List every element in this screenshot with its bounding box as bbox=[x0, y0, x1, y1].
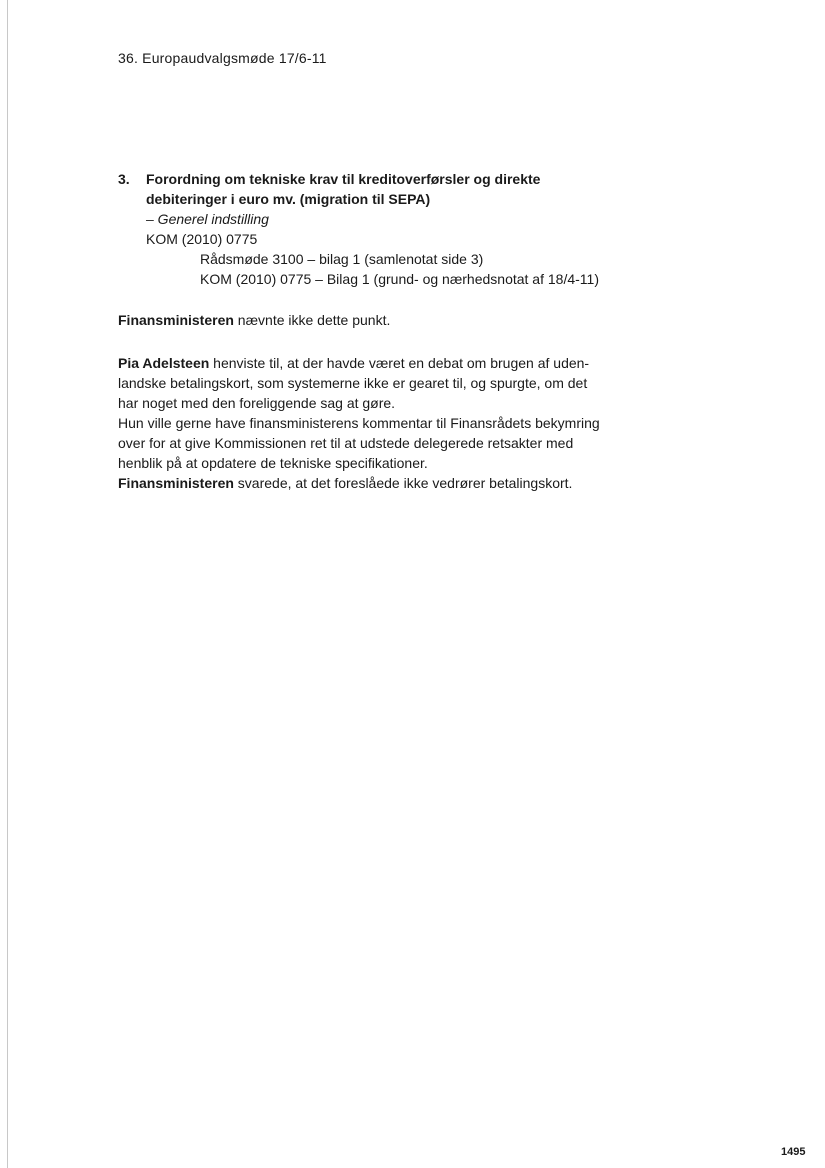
paragraph-line: landske betalingskort, som systemerne ikke er gearet til, og spurgte, om det bbox=[118, 375, 588, 391]
paragraph-line bbox=[118, 353, 628, 373]
paragraph-line: henblik på at opdatere de tekniske specifikationer. bbox=[118, 455, 428, 471]
paragraph-line bbox=[118, 473, 628, 493]
paragraph-text: nævnte ikke dette punkt. bbox=[233, 312, 391, 328]
speaker-name: Pia Adelsteen bbox=[118, 355, 210, 371]
agenda-reference-2: KOM (2010) 0775 – Bilag 1 (grund- og nærhedsnotat af 18/4-11) bbox=[200, 271, 599, 287]
paragraph-line: over for at give Kommissionen ret til at udstede delegerede retsakter med bbox=[118, 435, 574, 451]
paragraph-text: henviste til, at der havde været en debat om brugen af uden- bbox=[209, 355, 590, 371]
page-number: 1495 bbox=[781, 1146, 806, 1158]
agenda-doc-reference: KOM (2010) 0775 bbox=[146, 231, 258, 247]
paragraph-pia-adelsteen bbox=[118, 353, 628, 493]
paragraph-line: Hun ville gerne have finansministerens kommentar til Finansrådets bekymring bbox=[118, 415, 600, 431]
agenda-reference-1: Rådsmøde 3100 – bilag 1 (samlenotat side 3) bbox=[200, 251, 484, 267]
running-header: 36. Europaudvalgsmøde 17/6-11 bbox=[118, 50, 327, 66]
agenda-title-row bbox=[118, 169, 638, 189]
speaker-name: Finansministeren bbox=[118, 475, 234, 491]
agenda-subtitle: – Generel indstilling bbox=[146, 211, 269, 227]
agenda-item bbox=[118, 169, 638, 289]
agenda-number: 3. bbox=[118, 171, 130, 187]
speaker-name: Finansministeren bbox=[118, 312, 234, 328]
paragraph-finance-minister-1 bbox=[118, 310, 628, 330]
agenda-title-line-1: Forordning om tekniske krav til kreditoverførsler og direkte bbox=[146, 171, 541, 187]
agenda-title-line-2: debiteringer i euro mv. (migration til SEPA) bbox=[146, 191, 431, 207]
paragraph-line: har noget med den foreliggende sag at gøre. bbox=[118, 395, 396, 411]
paragraph-text: svarede, at det foreslåede ikke vedrører betalingskort. bbox=[233, 475, 573, 491]
scan-margin-line bbox=[7, 0, 8, 1168]
